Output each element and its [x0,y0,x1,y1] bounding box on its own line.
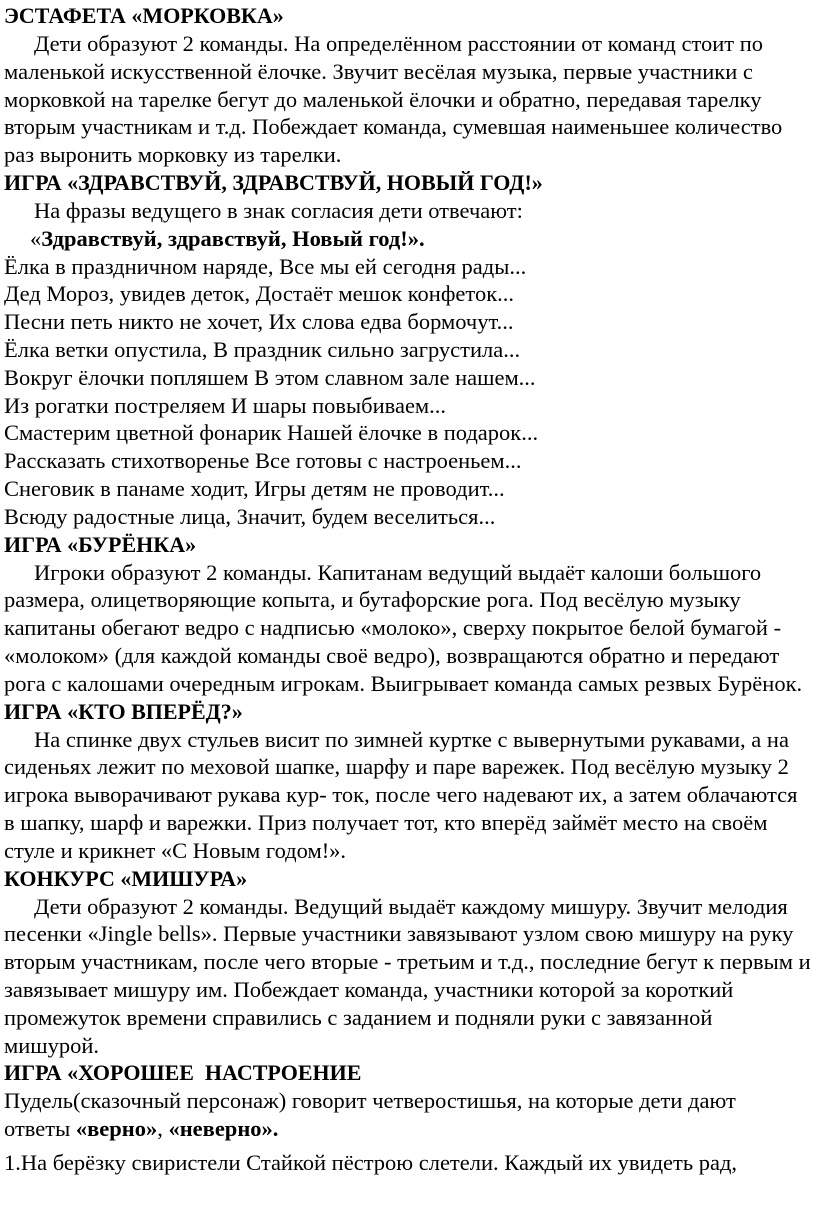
section-text-burenka: Игроки образуют 2 команды. Капитанам ведущий выдаёт калоши большого размера, олицетворяющие копыта, и бутафорские рога. Под весёлую музыку капитаны обегают ведро с надписью «молоко», сверху покрытое белой бумагой - «молоком» (для каждой команды своё ведро), возвращаются обратно и передают рога с калошами очередным игрокам. Выигрывает команда самых резвых Бурёнок. [4,559,803,696]
answer-phrase [4,225,812,253]
verse-line: Вокруг ёлочки попляшем В этом славном зале нашем... [4,364,536,390]
verse-line: Песни петь никто не хочет, Их слова едва бормочут... [4,309,514,335]
verse-line: Дед Мороз, увидев деток, Достаёт мешок конфеток... [4,281,514,307]
answers-prefix: ответы [4,1116,76,1142]
section-title-nastroenie: ИГРА «ХОРОШЕЕ НАСТРОЕНИЕ [4,1060,362,1086]
verse-line: Снеговик в панаме ходит, Игры детям не проводит... [4,475,505,501]
verse-line: Ёлка в праздничном наряде, Все мы ей сегодня рады... [4,253,527,279]
section-title-burenka: ИГРА «БУРЁНКА» [4,531,197,557]
verse-line: Из рогатки постреляем И шары повыбиваем... [4,392,447,418]
verse-line: Всюду радостные лица, Значит, будем веселиться... [4,503,496,529]
answer-false: «неверно». [168,1116,279,1142]
section-text-morkovka: Дети образуют 2 команды. На определённом расстоянии от команд стоит по маленькой искусственной ёлочке. Звучит весёлая музыка, первые участники с морковкой на тарелке бегут до маленькой ёлочки и обратно, передавая тарелку вторым участникам и т.д. Побеждает команда, сумевшая наименьшее количество раз выронить морковку из тарелки. [4,31,783,168]
section-title-mishura: КОНКУРС «МИШУРА» [4,865,248,891]
verse-line: Смастерим цветной фонарик Нашей ёлочке в подарок... [4,420,539,446]
answer-options [4,1115,812,1143]
answer-true: «верно» [75,1116,158,1142]
answer-text: Здравствуй, здравствуй, Новый год!». [41,225,425,251]
answer-open-quote: « [30,225,42,251]
section-text-mishura: Дети образуют 2 команды. Ведущий выдаёт каждому мишуру. Звучит мелодия песенки «Jingle bells». Первые участники завязывают узлом свою мишуру на руку вторым участникам, после чего вторые - третьим и т.д., последние бегут к первым и завязывает мишуру им. Побеждает команда, участники которой за короткий промежуток времени справились с заданием и подняли руки с завязанной мишурой. [4,893,811,1058]
verse-list [4,253,812,531]
section-title-kto-vpered: ИГРА «КТО ВПЕРЁД?» [4,698,243,724]
answers-separator: , [157,1116,169,1142]
verse-line: Рассказать стихотворенье Все готовы с настроеньем... [4,448,522,474]
quatrain-item: 1.На берёзку свиристели Стайкой пёстрою слетели. Каждый их увидеть рад, [4,1149,738,1175]
section-text-kto-vpered: На спинке двух стульев висит по зимней куртке с вывернутыми рукавами, а на сиденьях лежит по меховой шапке, шарфу и паре варежек. Под весёлую музыку 2 игрока выворачивают рукава кур- ток, после чего надевают их, а затем облачаются в шапку, шарф и варежки. Приз получает тот, кто вперёд займёт место на своём стуле и крикнет «С Новым годом!». [4,726,798,863]
verse-line: Ёлка ветки опустила, В праздник сильно загрустила... [4,336,521,362]
section-title-zdravstvuy: ИГРА «ЗДРАВСТВУЙ, ЗДРАВСТВУЙ, НОВЫЙ ГОД!» [4,169,543,195]
section-intro-nastroenie: Пудель(сказочный персонаж) говорит четверостишья, на которые дети дают [4,1088,736,1114]
section-intro-zdravstvuy: На фразы ведущего в знак согласия дети отвечают: [34,197,523,223]
section-title-morkovka: ЭСТАФЕТА «МОРКОВКА» [4,3,284,28]
document-page [0,2,816,1224]
